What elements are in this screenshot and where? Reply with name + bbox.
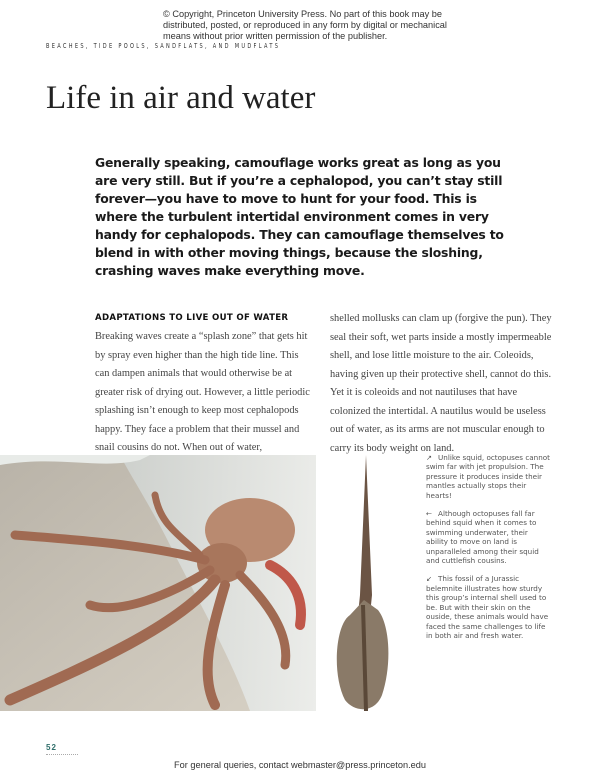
page-number: 52 <box>46 743 57 752</box>
caption-octopus-swim: ↗ Unlike squid, octopuses cannot swim far with jet propulsion. The pressure it produces inside their mantles actually stops their hearts! <box>426 453 551 500</box>
caption-belemnite: ↙ This fossil of a Jurassic belemnite illustrates how sturdy this group’s internal shell used to be. But with their skin on the ouside, these animals would have faced the same challenges to life in both air and fresh water. <box>426 574 549 640</box>
section-heading: ADAPTATIONS TO LIVE OUT OF WATER <box>95 313 289 323</box>
captions <box>426 453 551 649</box>
copyright-notice: © Copyright, Princeton University Press. No part of this book may be distributed, posted, or reproduced in any form by digital or mechanical means without prior written permission of the publisher. <box>163 9 447 41</box>
lead-paragraph: Generally speaking, camouflage works great as long as you are very still. But if you’re a cephalopod, you can’t stay still forever—you have to move to hunt for your food. This is where the turbulent intertidal environment comes in very handy for cephalopods. They can camouflage themselves to blend in with other moving things, because the sloshing, crashing waves make everything move. <box>95 155 504 278</box>
body-column-1 <box>95 310 310 458</box>
body-text-2: shelled mollusks can clam up (forgive the pun). They seal their soft, wet parts inside a mostly impermeable shell, and lose little moisture to the air. Coleoids, having given up their protective shell, cannot do this. Yet it is coleoids and not nautiluses that have colonized the intertidal. A nautilus would be useless out of water, as its arms are not muscular enough to carry its body weight on land. <box>330 313 552 454</box>
footer-contact: For general queries, contact webmaster@press.princeton.edu <box>174 760 426 770</box>
caption-octopus-land: ← Although octopuses fall far behind squid when it comes to swimming underwater, their ability to move on land is unparalleled among their squid and cuttlefish cousins. <box>426 509 539 566</box>
arrow-left-icon: ← <box>426 509 433 519</box>
page-title: Life in air and water <box>46 80 316 116</box>
arrow-down-left-icon: ↙ <box>426 574 433 584</box>
belemnite-fossil-photo <box>330 455 396 711</box>
body-text-1: Breaking waves create a “splash zone” that gets hit by spray even higher than the high tide line. This can dampen animals that would otherwise be at greater risk of drying out. However, a little periodic splashing isn’t enough to keep most cephalopods happy. They face a problem that their mussel and snail cousins do not. When out of water, <box>95 331 310 453</box>
octopus-photo <box>0 455 316 711</box>
running-head: BEACHES, TIDE POOLS, SANDFLATS, AND MUDFLATS <box>46 42 281 50</box>
body-column-2 <box>330 310 555 458</box>
page-number-divider <box>46 754 78 755</box>
arrow-up-right-icon: ↗ <box>426 453 433 462</box>
